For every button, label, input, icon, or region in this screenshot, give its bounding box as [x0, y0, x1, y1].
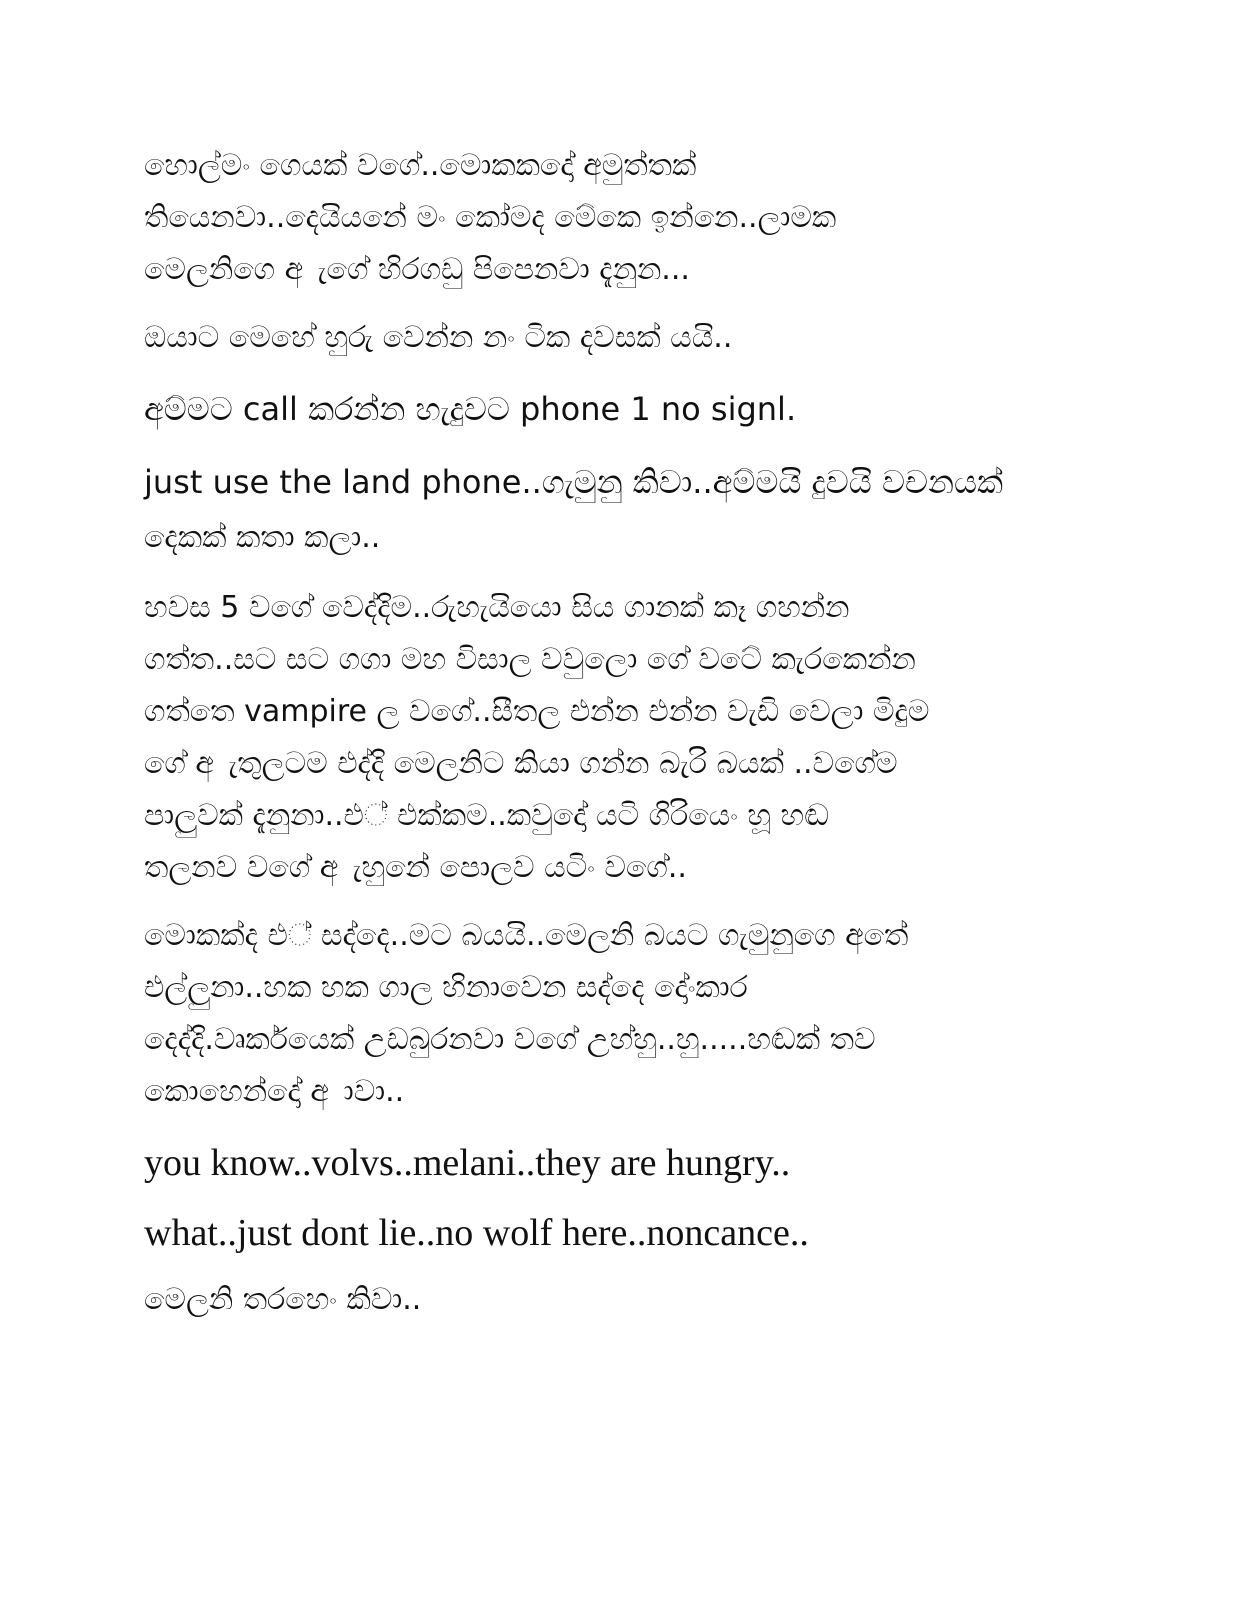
text-line: ගේ අ ැතුලටම එද්දි මෙලනිට කියා ගන්න බැරි බයක් ..වගේම: [144, 746, 898, 781]
paragraph-6: [144, 910, 1094, 1118]
text-line: දෙද්දි.වෘර්කයෙක් උඩබුරනවා වගේ උහ්හු..හු.....හඬක් තව: [144, 1022, 876, 1057]
document-body: [144, 140, 1094, 1342]
text-line: තලනව වගේ අ ැහුනේ පොලව යටිං වගේ..: [144, 850, 687, 885]
text-line: හවස 5 වගේ වෙද්දිම..රුහැයියො සිය ගානක් කෑ ගහන්න: [144, 590, 850, 625]
text-line: අම්මට call කරන්න හැදුවට phone 1 no signl.: [144, 390, 797, 428]
text-line: තියෙනවා..දෙයියනේ මං කෝමද මේකෙ ඉන්නෙ..ලාමක: [144, 200, 837, 235]
text-line: just use the land phone..ගැමුනු කිවා..අම්මයි දුවයි වචනයක්: [144, 463, 1003, 501]
paragraph-7: [144, 1134, 1094, 1192]
paragraph-3: [144, 380, 1094, 438]
paragraph-2: [144, 312, 1094, 364]
text-line: හොල්මං ගෙයක් වගේ..මොකකදෝ අමුත්තක්: [144, 148, 697, 183]
text-line: පාලුවක් දැනුනා..එ් එක්කම..කවුදෝ යටි ගිරියෙං හූ හඬ: [144, 798, 830, 833]
text-line: එල්ලුනා..හක හක ගාල හිනාවෙන සද්දෙ දෝංකාර: [144, 970, 748, 1005]
text-line: මෙලනිගෙ අ ැගේ හිරගඩු පිපෙනවා දැනුන...: [144, 252, 690, 287]
text-line: මෙලනි තරහෙං කිවා..: [144, 1282, 422, 1317]
text-line: ඔයාට මෙහේ හුරු වෙන්න නං ටික දවසක් යයි..: [144, 320, 733, 355]
paragraph-5: [144, 582, 1094, 894]
text-line: ගත්ත..සට සට ගගා මහ විසාල වවුලො ගේ වටේ කැරකෙන්න: [144, 642, 916, 677]
text-line: කොහෙන්දෝ අ ාවා..: [144, 1074, 405, 1109]
text-line: දෙකක් කතා කලා..: [144, 520, 381, 555]
text-line: මොකක්ද එ් සද්දෙ..මට බයයි..මෙලනි බයට ගැමුනුගෙ අතේ: [144, 918, 909, 953]
paragraph-9: [144, 1274, 1094, 1326]
paragraph-8: [144, 1204, 1094, 1262]
paragraph-4: [144, 454, 1094, 566]
text-line: what..just dont lie..no wolf here..noncance..: [144, 1212, 809, 1254]
paragraph-1: [144, 140, 1094, 296]
text-line: you know..volvs..melani..they are hungry..: [144, 1142, 791, 1184]
text-line: ගත්තෙ vampire ල වගේ..සීතල එන්න එන්න වැඩි වෙලා මිදුම: [144, 694, 930, 729]
